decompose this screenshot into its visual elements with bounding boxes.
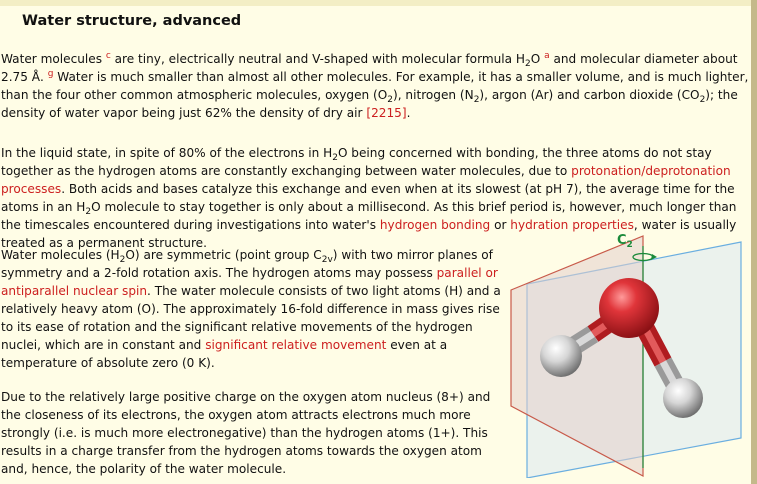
paragraph-polarity: Due to the relatively large positive charge on the oxygen atom nucleus (8+) and the closeness of its electrons, the oxygen atom attracts electrons much more strongly (i.e. is much more electronegative) than the hydrogen atoms (1+). This results in a charge transfer from the hydrogen atoms towards the oxygen atom and, hence, the polarity of the water molecule. <box>1 390 491 476</box>
ref-link-g[interactable]: g <box>47 69 54 79</box>
link-hydration-properties[interactable]: hydration properties <box>510 218 634 232</box>
top-border <box>0 0 757 6</box>
paragraph-liquid-state: In the liquid state, in spite of 80% of the electrons in $H_2O$ being concerned with bonding, the three atoms do not stay together as the hydrogen atoms are constantly exchanging between water molecules, due to protonation/deprotonation processes. Both acids and bases catalyze this exchange and even when at its slowest (at pH 7), the average time for the atoms in an $H_2O$ molecule to stay together is only about a millisecond. As this brief period is, however, much longer than the timescales encountered during investigations into water's hydrogen bonding or hydration properties, water is usually treated as a permanent structure. <box>1 146 737 250</box>
link-hydrogen-bonding[interactable]: hydrogen bonding <box>379 218 491 232</box>
ref-link-c[interactable]: c <box>105 51 111 61</box>
hydrogen-atom-left <box>540 335 582 377</box>
page-title: Water structure, advanced <box>22 13 242 29</box>
paragraph-symmetry: Water molecules $(H_2O)$ are symmetric (point group $C_{2v}$) with two mirror planes of symmetry and a 2-fold rotation axis. The hydrogen atoms may possess parallel or antiparallel nuclear spin. The water molecule consists of two light atoms (H) and a relatively heavy atom (O). The approximately 16-fold difference in mass gives rise to its ease of rotation and the significant relative movements of the hydrogen nuclei, which are in constant and significant relative movement even at a temperature of absolute zero (0 K). <box>1 248 501 370</box>
link-nuclear-spin[interactable]: parallel or antiparallel nuclear spin <box>1 266 498 298</box>
ref-link-a[interactable]: a <box>544 51 550 61</box>
link-relative-movement[interactable]: significant relative movement <box>205 338 387 352</box>
hydrogen-atom-right <box>663 378 703 418</box>
oxygen-atom <box>599 278 659 338</box>
ref-link-2215[interactable]: [2215] <box>366 106 407 120</box>
paragraph-intro: Water molecules $^c$ are tiny, electrically neutral and V-shaped with molecular formula $H_2O$ $^a$ and molecular diameter about 2.75 Å. $^g$ Water is much smaller than almost all other molecules. For example, it has a smaller volume, and is much lighter, than the four other common atmospheric molecules, oxygen $(O_2)$, nitrogen $(N_2)$, argon (Ar) and carbon dioxide $(CO_2)$; the density of water vapor being just 62% the density of dry air [2215]. <box>1 51 749 120</box>
link-protonation[interactable]: protonation/deprotonation processes <box>1 164 731 196</box>
c2-axis-label: $C_2$ <box>617 233 633 250</box>
water-molecule-figure <box>505 228 751 478</box>
